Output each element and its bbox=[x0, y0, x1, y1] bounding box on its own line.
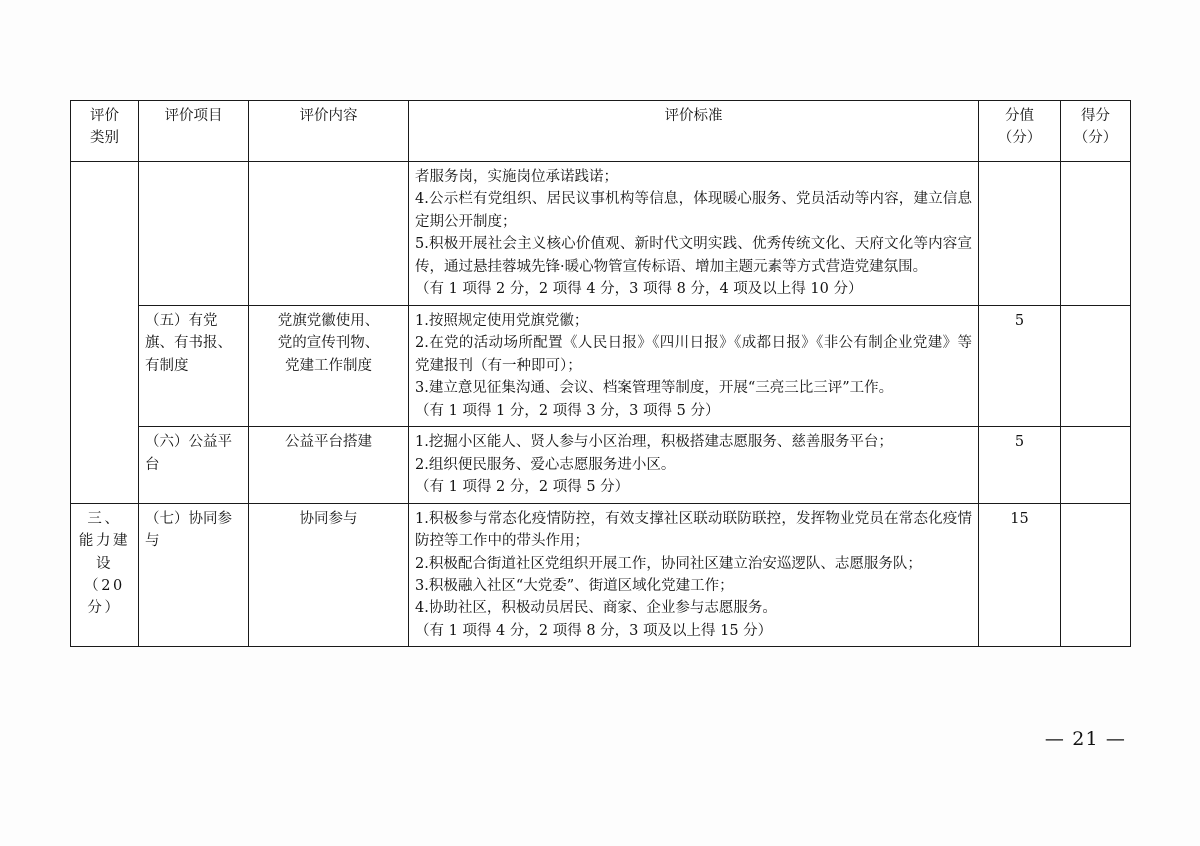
score-cell: 5 bbox=[979, 427, 1061, 503]
content-cell-7: 协同参与 bbox=[249, 503, 409, 647]
header-content: 评价内容 bbox=[249, 101, 409, 162]
header-score: 分值 （分） bbox=[979, 101, 1061, 162]
table-row bbox=[71, 305, 1131, 426]
header-category: 评价 类别 bbox=[71, 101, 139, 162]
score-cell: 15 bbox=[979, 503, 1061, 647]
table-row bbox=[71, 503, 1131, 647]
header-earned: 得分 （分） bbox=[1061, 101, 1131, 162]
earned-cell bbox=[1061, 503, 1131, 647]
header-project: 评价项目 bbox=[139, 101, 249, 162]
project-cell-5: （五）有党旗、有书报、有制度 bbox=[139, 305, 249, 426]
score-cell: 5 bbox=[979, 305, 1061, 426]
content-cell-6: 公益平台搭建 bbox=[249, 427, 409, 503]
content-blank-top bbox=[249, 162, 409, 306]
score-cell bbox=[979, 162, 1061, 306]
category-blank-top bbox=[71, 162, 139, 504]
standard-cell: 1.挖掘小区能人、贤人参与小区治理，积极搭建志愿服务、慈善服务平台； 2.组织便民服务、爱心志愿服务进小区。 （有 1 项得 2 分，2 项得 5 分） bbox=[409, 427, 979, 503]
earned-cell bbox=[1061, 162, 1131, 306]
table-row bbox=[71, 427, 1131, 503]
evaluation-table bbox=[70, 100, 1131, 647]
category-cell: 三、 能力建 设 （20 分） bbox=[71, 503, 139, 647]
project-blank-top bbox=[139, 162, 249, 306]
standard-cell: 1.积极参与常态化疫情防控，有效支撑社区联动联防联控，发挥物业党员在常态化疫情防控等工作中的带头作用； 2.积极配合街道社区党组织开展工作，协同社区建立治安巡逻队、志愿服务队； 3.积极融入社区“大党委”、街道区域化党建工作； 4.协助社区，积极动员居民、商家、企业参与志愿服务。 （有 1 项得 4 分，2 项得 8 分，3 项及以上得 15 分） bbox=[409, 503, 979, 647]
project-cell-7: （七）协同参与 bbox=[139, 503, 249, 647]
standard-cell: 者服务岗，实施岗位承诺践诺； 4.公示栏有党组织、居民议事机构等信息，体现暖心服务、党员活动等内容，建立信息定期公开制度； 5.积极开展社会主义核心价值观、新时代文明实践、优秀传统文化、天府文化等内容宣传，通过悬挂蓉城先锋·暖心物管宣传标语、增加主题元素等方式营造党建氛围。 （有 1 项得 2 分，2 项得 4 分，3 项得 8 分，4 项及以上得 10 分） bbox=[409, 162, 979, 306]
content-cell-5: 党旗党徽使用、 党的宣传刊物、 党建工作制度 bbox=[249, 305, 409, 426]
earned-cell bbox=[1061, 305, 1131, 426]
earned-cell bbox=[1061, 427, 1131, 503]
standard-cell: 1.按照规定使用党旗党徽； 2.在党的活动场所配置《人民日报》《四川日报》《成都日报》《非公有制企业党建》等党建报刊（有一种即可）； 3.建立意见征集沟通、会议、档案管理等制度，开展“三亮三比三评”工作。 （有 1 项得 1 分，2 项得 3 分，3 项得 5 分） bbox=[409, 305, 979, 426]
table-header-row bbox=[71, 101, 1131, 162]
header-standard: 评价标准 bbox=[409, 101, 979, 162]
table-row bbox=[71, 162, 1131, 306]
page-number: — 21 — bbox=[1044, 728, 1126, 750]
project-cell-6: （六）公益平台 bbox=[139, 427, 249, 503]
